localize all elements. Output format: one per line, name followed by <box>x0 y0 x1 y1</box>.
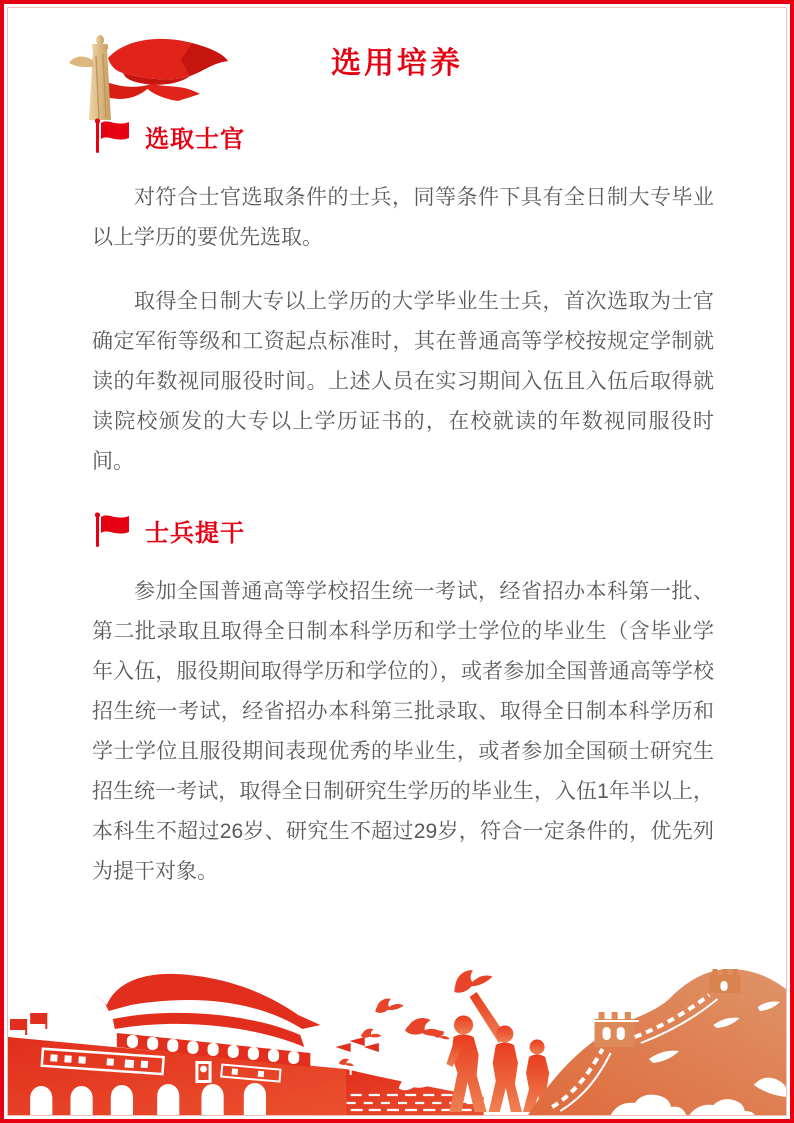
great-wall <box>528 969 786 1115</box>
section-title: 士兵提干 <box>145 519 245 547</box>
doves <box>339 995 452 1066</box>
paragraph: 对符合士官选取条件的士兵，同等条件下具有全日制大专毕业以上学历的要优先选取。 <box>92 186 714 249</box>
paragraph: 参加全国普通高等学校招生统一考试，经省招办本科第一批、第二批录取且取得全日制本科学历和学士学位的毕业生（含毕业学年入伍，服役期间取得学历和学位的），或者参加全国普通高等学校招生统一考试，经省招办本科第三批录取、取得全日制本科学历和学士学位且服役期间表现优秀的毕业生，或者参加全国硕士研究生招生统一考试，取得全日制研究生学历的毕业生，入伍1年半以上，本科生不超过26岁、研究生不超过29岁，符合一定条件的，优先列为提干对象。 <box>92 580 714 883</box>
page-title: 选用培养 <box>331 47 463 80</box>
soldiers <box>446 963 551 1112</box>
tiananmen-gate <box>8 974 346 1115</box>
red-flag-icon <box>92 118 132 154</box>
huabiao-flag-ornament-icon <box>30 30 240 122</box>
paragraph: 取得全日制大专以上学历的大学毕业生士兵，首次选取为士官确定军衔等级和工资起点标准时，其在普通高等学校按规定学制就读的年数视同服役时间。上述人员在实习期间入伍且入伍后取得就读院校颁发的大专以上学历证书的，在校就读的年数视同服役时间。 <box>92 290 714 473</box>
section-title: 选取士官 <box>145 125 245 153</box>
section-heading-soldier-promotion <box>92 512 714 548</box>
content <box>92 118 714 892</box>
footer-illustration <box>8 963 786 1115</box>
section-heading-select-nco <box>92 118 714 154</box>
red-flag-icon <box>92 512 132 548</box>
tiananmen-doves-soldiers-great-wall-illustration <box>8 963 786 1115</box>
